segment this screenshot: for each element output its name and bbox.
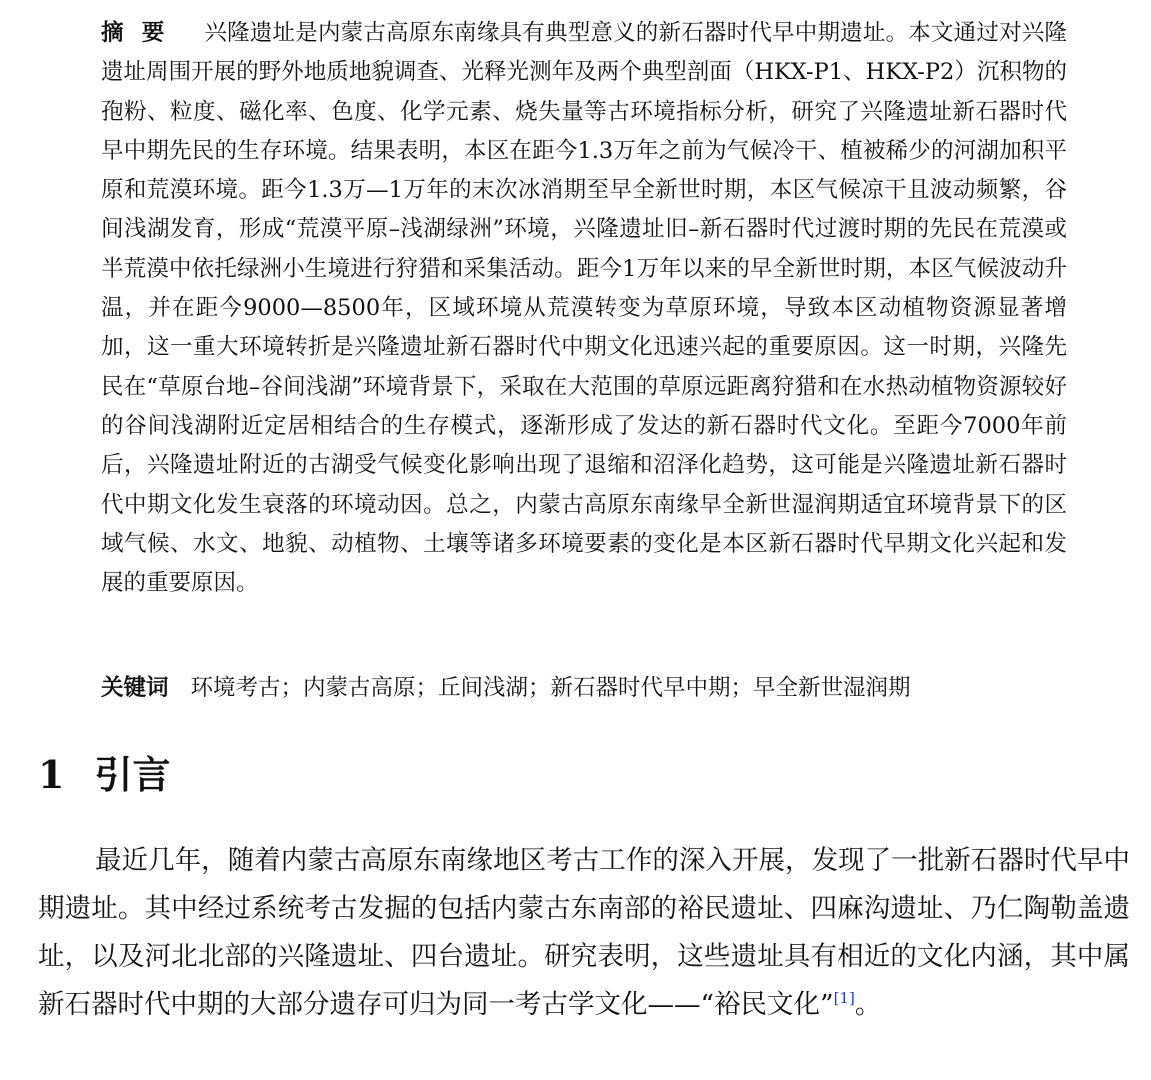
section-title: 引言 — [94, 753, 171, 797]
abstract-label: 摘要 — [101, 20, 183, 46]
section-heading — [38, 748, 170, 802]
section-number: 1 — [38, 752, 65, 797]
keywords-text: 环境考古；内蒙古高原；丘间浅湖；新石器时代早中期；早全新世湿润期 — [190, 675, 911, 701]
intro-end: 。 — [854, 989, 882, 1020]
keywords-section — [101, 669, 1067, 708]
intro-text: 最近几年，随着内蒙古高原东南缘地区考古工作的深入开展，发现了一批新石器时代早中期遗址。其中经过系统考古发掘的包括内蒙古东南部的裕民遗址、四麻沟遗址、乃仁陶勒盖遗址，以及河北北部的兴隆遗址、四台遗址。研究表明，这些遗址具有相近的文化内涵，其中属新石器时代中期的大部分遗存可归为同一考古学文化——“裕民文化” — [38, 845, 1130, 1020]
abstract-text: 兴隆遗址是内蒙古高原东南缘具有典型意义的新石器时代早中期遗址。本文通过对兴隆遗址周围开展的野外地质地貌调查、光释光测年及两个典型剖面（HKX-P1、HKX-P2）沉积物的孢粉、粒度、磁化率、色度、化学元素、烧失量等古环境指标分析，研究了兴隆遗址新石器时代早中期先民的生存环境。结果表明，本区在距今1.3万年之前为气候冷干、植被稀少的河湖加积平原和荒漠环境。距今1.3万—1万年的末次冰消期至早全新世时期，本区气候凉干且波动频繁，谷间浅湖发育，形成“荒漠平原–浅湖绿洲”环境，兴隆遗址旧–新石器时代过渡时期的先民在荒漠或半荒漠中依托绿洲小生境进行狩猎和采集活动。距今1万年以来的早全新世时期，本区气候波动升温，并在距今9000—8500年，区域环境从荒漠转变为草原环境，导致本区动植物资源显著增加，这一重大环境转折是兴隆遗址新石器时代中期文化迅速兴起的重要原因。这一时期，兴隆先民在“草原台地–谷间浅湖”环境背景下，采取在大范围的草原远距离狩猎和在水热动植物资源较好的谷间浅湖附近定居相结合的生存模式，逐渐形成了发达的新石器时代文化。至距今7000年前后，兴隆遗址附近的古湖受气候变化影响出现了退缩和沼泽化趋势，这可能是兴隆遗址新石器时代中期文化发生衰落的环境动因。总之，内蒙古高原东南缘早全新世湿润期适宜环境背景下的区域气候、水文、地貌、动植物、土壤等诸多环境要素的变化是本区新石器时代早期文化兴起和发展的重要原因。 — [101, 20, 1067, 597]
abstract-section — [101, 14, 1067, 603]
intro-paragraph — [38, 837, 1130, 1029]
citation-link[interactable]: [1] — [833, 989, 855, 1008]
keywords-label: 关键词 — [101, 675, 169, 701]
